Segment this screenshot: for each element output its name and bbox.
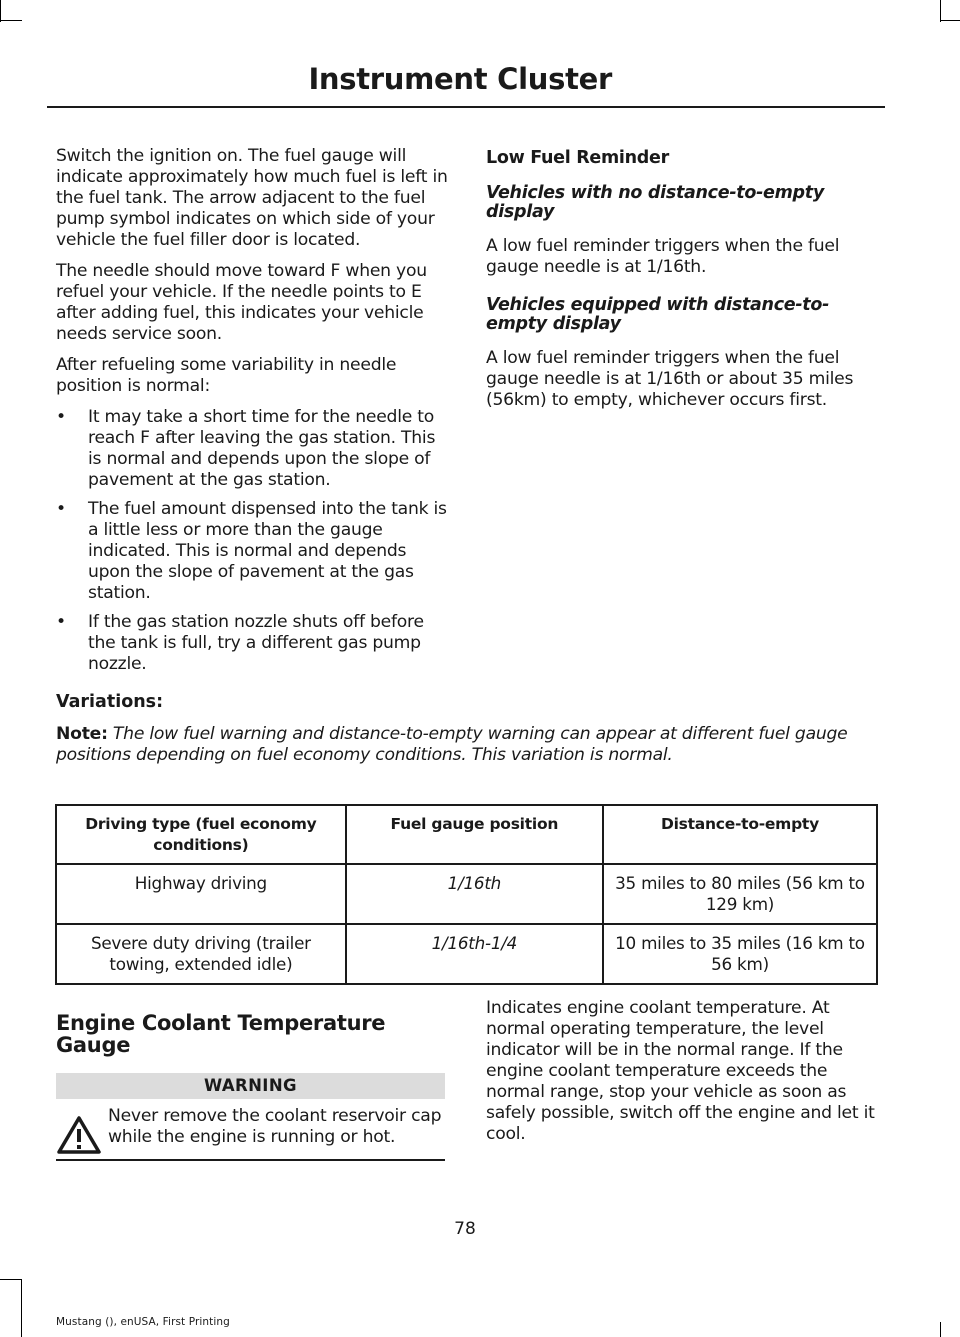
section-heading: Engine Coolant Temperature Gauge [56, 1011, 386, 1057]
table-row [56, 864, 877, 924]
page-number: 78 [454, 1219, 476, 1239]
footer-text: Mustang (), enUSA, First Printing [56, 1316, 230, 1328]
crop-mark [940, 20, 960, 21]
subheading: Vehicles equipped with distance-to-empty display [486, 295, 830, 334]
bullet-icon: • [56, 499, 66, 519]
warning-divider [56, 1159, 445, 1161]
paragraph: Indicates engine coolant temperature. At normal operating temperature, the level indicator will be in the normal range. If the engine coolant temperature exceeds the normal range, stop your vehicle as soon as safely possible, switch off the engine and let it cool. [486, 998, 875, 1144]
crop-mark [940, 0, 941, 22]
table-cell: 1/16th [346, 864, 603, 924]
paragraph: A low fuel reminder triggers when the fuel gauge needle is at 1/16th. [486, 236, 840, 277]
column-header: Driving type (fuel economy conditions) [56, 805, 346, 864]
table-cell: Highway driving [56, 864, 346, 924]
crop-mark [0, 1279, 22, 1280]
paragraph: The needle should move toward F when you refuel your vehicle. If the needle points to E after adding fuel, this indicates your vehicle needs service soon. [56, 261, 427, 344]
crop-mark [0, 20, 22, 21]
table-cell: Severe duty driving (trailer towing, extended idle) [56, 924, 346, 984]
coolant-description [486, 998, 880, 1155]
crop-mark [0, 0, 1, 22]
list-item: • If the gas station nozzle shuts off before the tank is full, try a different gas pump nozzle. [56, 612, 424, 674]
column-header: Distance-to-empty [603, 805, 877, 864]
note [56, 724, 886, 766]
list-item: • It may take a short time for the needle to reach F after leaving the gas station. This is normal and depends upon the slope of pavement at the gas station. [56, 407, 436, 490]
page-title: Instrument Cluster [308, 62, 612, 96]
bullet-icon: • [56, 407, 66, 427]
note-label: Note: [56, 724, 108, 744]
warning-triangle-icon [56, 1115, 102, 1155]
crop-mark [940, 1322, 941, 1337]
subheading: Vehicles with no distance-to-empty display [486, 183, 824, 222]
paragraph: After refueling some variability in needle position is normal: [56, 355, 397, 396]
right-column [486, 146, 880, 421]
crop-mark [21, 1279, 22, 1337]
bullet-list [56, 407, 448, 675]
table-row [56, 924, 877, 984]
paragraph: Switch the ignition on. The fuel gauge will indicate approximately how much fuel is left in the fuel tank. The arrow adjacent to the fuel pump symbol indicates on which side of your vehicle the fuel filler door is located. [56, 146, 448, 250]
table-cell: 35 miles to 80 miles (56 km to 129 km) [603, 864, 877, 924]
table-cell: 1/16th-1/4 [346, 924, 603, 984]
warning-label: WARNING [56, 1073, 445, 1099]
bullet-icon: • [56, 612, 66, 632]
header-divider [47, 106, 885, 108]
variations-heading: Variations: [56, 692, 164, 712]
list-item: • The fuel amount dispensed into the tank is a little less or more than the gauge indicated. This is normal and depends upon the slope of pavement at the gas station. [56, 499, 447, 603]
column-header: Fuel gauge position [346, 805, 603, 864]
left-column [56, 146, 448, 683]
paragraph: A low fuel reminder triggers when the fuel gauge needle is at 1/16th or about 35 miles (56km) to empty, whichever occurs first. [486, 348, 854, 410]
table-header-row [56, 805, 877, 864]
fuel-variation-table [55, 804, 878, 985]
table-cell: 10 miles to 35 miles (16 km to 56 km) [603, 924, 877, 984]
warning-text: Never remove the coolant reservoir cap while the engine is running or hot. [108, 1106, 442, 1147]
note-text: The low fuel warning and distance-to-empty warning can appear at different fuel gauge positions depending on fuel economy conditions. This variation is normal. [56, 724, 848, 765]
section-heading: Low Fuel Reminder [486, 148, 669, 168]
